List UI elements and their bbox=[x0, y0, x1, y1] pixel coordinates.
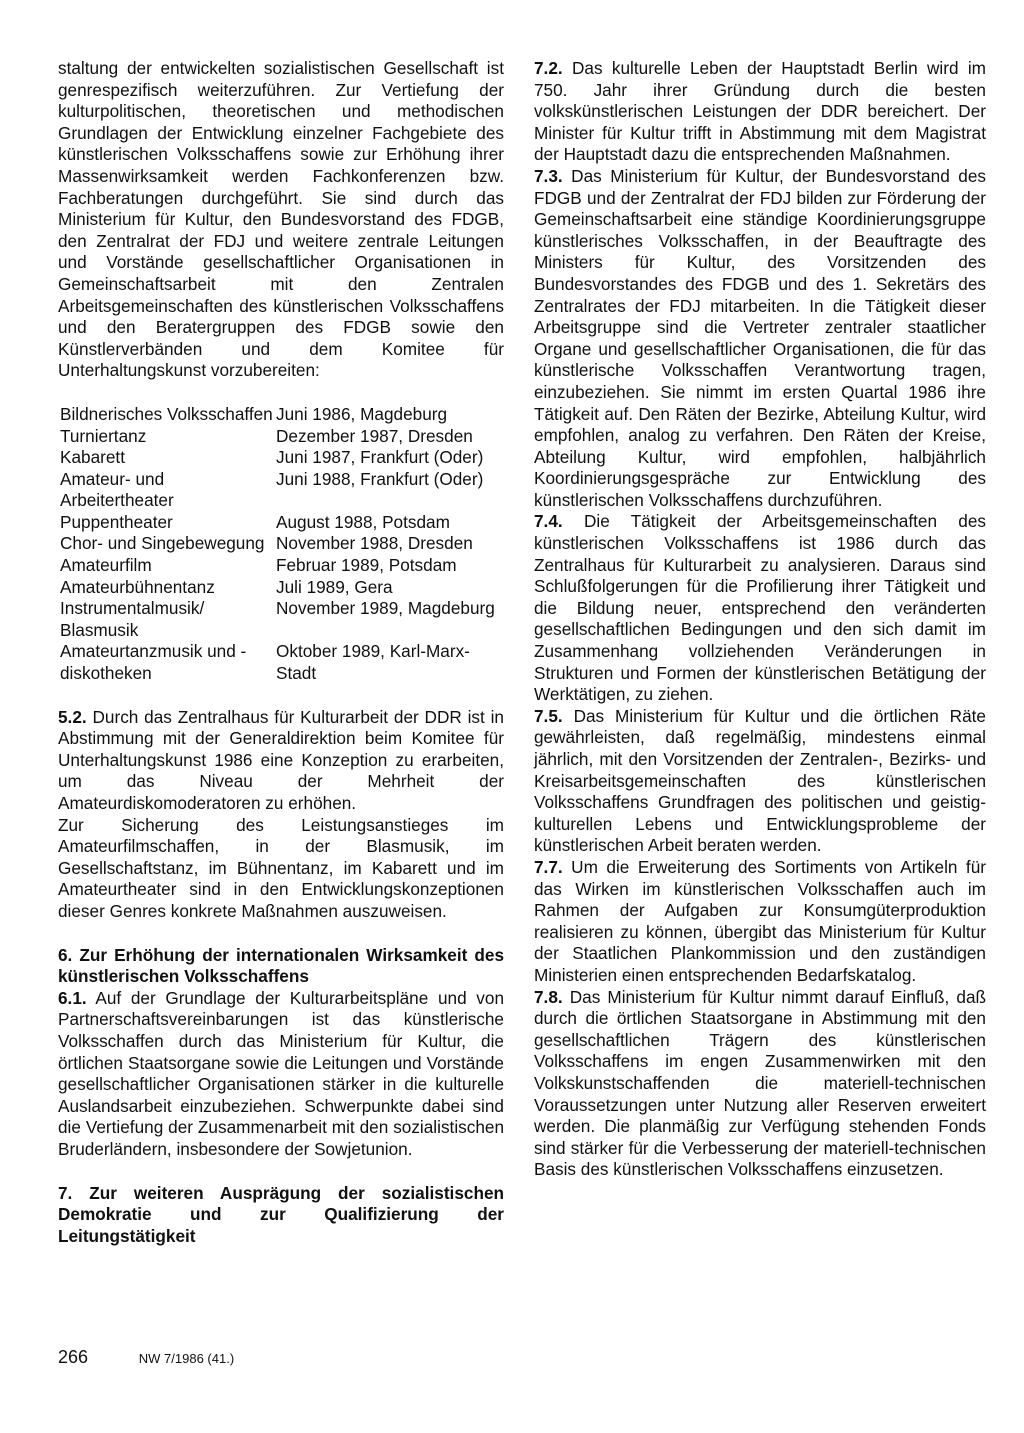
section-7-4 bbox=[534, 511, 986, 705]
section-text: Das Ministerium für Kultur und die örtlichen Räte gewährleisten, daß regelmäßig, mindestens einmal jährlich, mit den Vorsitzenden der Zentralen-, Bezirks- und Kreisarbeitsgemeinschaften des künstlerischen Volksschaffens Grundfragen des politischen und geistig-kulturellen Lebens und Entwicklungsprobleme der künstlerischen Arbeit beraten werden. bbox=[534, 705, 986, 856]
section-7-5 bbox=[534, 706, 986, 857]
genre-name: Kabarett bbox=[60, 447, 125, 468]
section-number: 7.4. bbox=[534, 511, 563, 532]
date-location: Dezember 1987, Dresden bbox=[276, 425, 473, 446]
genre-name: Amateur- und Arbeitertheater bbox=[60, 468, 174, 511]
date-location: Juni 1986, Magdeburg bbox=[276, 403, 448, 424]
schedule-row bbox=[60, 404, 506, 426]
heading-section-6: 6. Zur Erhöhung der internationalen Wirksamkeit des künstlerischen Volksschaffens bbox=[58, 944, 504, 987]
genre-name: Turniertanz bbox=[60, 425, 147, 446]
intro-paragraph: staltung der entwickelten sozialistischen Gesellschaft ist genrespezifisch weiterzuführen. Zur Vertiefung der kulturpolitischen, theoretischen und methodischen Grundlagen der Entwicklung einzelner Fachgebiete des künstlerischen Volksschaffens sowie zur Erhöhung ihrer Massenwirksamkeit werden Fachkonferenzen bzw. Fachberatungen durchgeführt. Sie sind durch das Ministerium für Kultur, den Bundesvorstand des FDGB, den Zentralrat der FDJ und weitere zentrale Leitungen und Vorstände gesellschaftlicher Organisationen in Gemeinschaftsarbeit mit den Zentralen Arbeitsgemeinschaften des künstlerischen Volksschaffens und den Beratergruppen des FDGB sowie den Künstlerverbänden und dem Komitee für Unterhaltungskunst vorzubereiten: bbox=[58, 58, 504, 381]
section-6-1 bbox=[58, 988, 504, 1161]
right-column bbox=[534, 58, 986, 1181]
date-location: Februar 1989, Potsdam bbox=[276, 555, 457, 576]
genre-name: Chor- und Singebewegung bbox=[60, 533, 265, 554]
section-7-3 bbox=[534, 166, 986, 512]
section-7-2 bbox=[534, 58, 986, 166]
date-location: Juni 1988, Frankfurt (Oder) bbox=[276, 468, 484, 489]
section-text: Das Ministerium für Kultur, der Bundesvorstand des FDGB und der Zentralrat der FDJ bilden zur Förderung der Gemeinschaftsarbeit eine ständige Koordinierungsgruppe künstlerisches Volksschaffen, in der Beauftragte des Ministers für Kultur, des Vorsitzenden des Bundesvorstandes des FDGB und des 1. Sekretärs des Zentralrates der FDJ mitarbeiten. In die Tätigkeit dieser Arbeitsgruppe sind die Vertreter zentraler staatlicher Organe und gesellschaftlicher Organisationen, die für das künstlerische Volksschaffen Verantwortung tragen, einzubeziehen. Sie nimmt im ersten Quartal 1986 ihre Tätigkeit auf. Den Räten der Bezirke, Abteilung Kultur, wird empfohlen, analog zu verfahren. Den Räten der Kreise, Abteilung Kultur, wird empfohlen, halbjährlich Koordinierungsgespräche zur Entwicklung des künstlerischen Volksschaffens durchzuführen. bbox=[534, 165, 986, 510]
section-number: 7.3. bbox=[534, 165, 563, 186]
schedule-row bbox=[60, 555, 506, 577]
date-location: Juni 1987, Frankfurt (Oder) bbox=[276, 447, 484, 468]
genre-name: Amateurfilm bbox=[60, 555, 152, 576]
section-number: 7.5. bbox=[534, 705, 563, 726]
heading-section-7: 7. Zur weiteren Ausprägung der sozialistischen Demokratie und zur Qualifizierung der Leitungstätigkeit bbox=[58, 1182, 504, 1246]
section-number: 5.2. bbox=[58, 706, 87, 727]
genre-name: Bildnerisches Volksschaffen bbox=[60, 403, 273, 424]
genre-name: Puppentheater bbox=[60, 511, 173, 532]
section-7-8 bbox=[534, 987, 986, 1181]
section-text: Durch das Zentralhaus für Kulturarbeit der DDR ist in Abstimmung mit der Generaldirektion beim Komitee für Unterhaltungskunst 1986 eine Konzeption zu erarbeiten, um das Niveau der Mehrheit der Amateurdiskomoderatoren zu erhöhen. bbox=[58, 706, 504, 813]
page-footer bbox=[58, 1347, 234, 1368]
section-number: 6.1. bbox=[58, 987, 87, 1008]
section-text: Um die Erweiterung des Sortiments von Artikeln für das Wirken im künstlerischen Volksschaffen auch im Rahmen der Aufgaben zur Konsumgüterproduktion realisieren zu können, übergibt das Ministerium für Kultur der Staatlichen Plankommission und den zuständigen Ministerien einen entsprechenden Bedarfskatalog. bbox=[534, 856, 986, 985]
section-number: 7.8. bbox=[534, 986, 563, 1007]
date-location: Juli 1989, Gera bbox=[276, 576, 393, 597]
date-location: August 1988, Potsdam bbox=[276, 511, 450, 532]
genre-name: Amateurtanzmusik und -diskotheken bbox=[60, 641, 247, 684]
schedule-row bbox=[60, 426, 506, 448]
section-text: Auf der Grundlage der Kulturarbeitspläne und von Partnerschaftsvereinbarungen ist das künstlerische Volksschaffen durch das Ministerium für Kultur, die örtlichen Staatsorgane sowie die Leitungen und Vorstände gesellschaftlicher Organisationen stärker in die kulturelle Auslandsarbeit einzubeziehen. Schwerpunkte dabei sind die Vertiefung der Zusammenarbeit mit den sozialistischen Bruderländern, insbesondere der Sowjetunion. bbox=[58, 987, 505, 1159]
schedule-row bbox=[60, 447, 506, 469]
schedule-row bbox=[60, 469, 506, 512]
section-7-7 bbox=[534, 857, 986, 987]
schedule-row bbox=[60, 533, 506, 555]
section-text: Die Tätigkeit der Arbeitsgemeinschaften des künstlerischen Volksschaffens ist 1986 durch das Zentralhaus für Kulturarbeit zu analysieren. Daraus sind Schlußfolgerungen für die Profilierung ihrer Tätigkeit und die Bildung neuer, entsprechend den veränderten gesellschaftlichen Bedingungen und den sich damit im Zusammenhang vollziehenden Veränderungen in Strukturen und Formen der künstlerischen Betätigung der Werktätigen, zu ziehen. bbox=[534, 511, 986, 705]
section-5-2-continued: Zur Sicherung des Leistungsanstieges im Amateurfilmschaffen, in der Blasmusik, im Gesellschaftstanz, im Bühnentanz, im Kabarett und im Amateurtheater sind in den Entwicklungskonzeptionen dieser Genres konkrete Maßnahmen auszuweisen. bbox=[58, 814, 504, 921]
schedule-row bbox=[60, 577, 506, 599]
section-number: 7.2. bbox=[534, 58, 563, 78]
publication-reference: NW 7/1986 (41.) bbox=[138, 1351, 235, 1366]
section-number: 7.7. bbox=[534, 856, 563, 877]
section-5-2 bbox=[58, 707, 504, 815]
genre-name: Instrumentalmusik/ Blasmusik bbox=[60, 598, 205, 640]
schedule-row bbox=[60, 641, 506, 684]
section-text: Das kulturelle Leben der Hauptstadt Berlin wird im 750. Jahr ihrer Gründung durch die besten volkskünstlerischen Leistungen der DDR bereichert. Der Minister für Kultur trifft in Abstimmung mit dem Magistrat der Hauptstadt dazu die entsprechenden Maßnahmen. bbox=[534, 58, 986, 165]
date-location: Oktober 1989, Karl-Marx-Stadt bbox=[276, 641, 470, 684]
schedule-row bbox=[60, 598, 506, 641]
section-text: Das Ministerium für Kultur nimmt darauf Einfluß, daß durch die örtlichen Staatsorgane in Abstimmung mit den gesellschaftlichen Trägern des künstlerischen Volksschaffens im engen Zusammenwirken mit den Volkskunstschaffenden die materiell-technischen Voraussetzungen unter Nutzung aller Reserven erweitert werden. Die planmäßig zur Verfügung stehenden Fonds sind stärker für die Verbesserung der materiell-technischen Basis des künstlerischen Volksschaffens einzusetzen. bbox=[534, 986, 987, 1180]
schedule-row bbox=[60, 512, 506, 534]
date-location: November 1988, Dresden bbox=[276, 533, 473, 554]
page-number: 266 bbox=[58, 1347, 89, 1367]
left-column bbox=[58, 58, 504, 1247]
genre-name: Amateurbühnentanz bbox=[60, 576, 215, 597]
conference-schedule-table bbox=[60, 404, 506, 685]
date-location: November 1989, Magdeburg bbox=[276, 598, 495, 619]
